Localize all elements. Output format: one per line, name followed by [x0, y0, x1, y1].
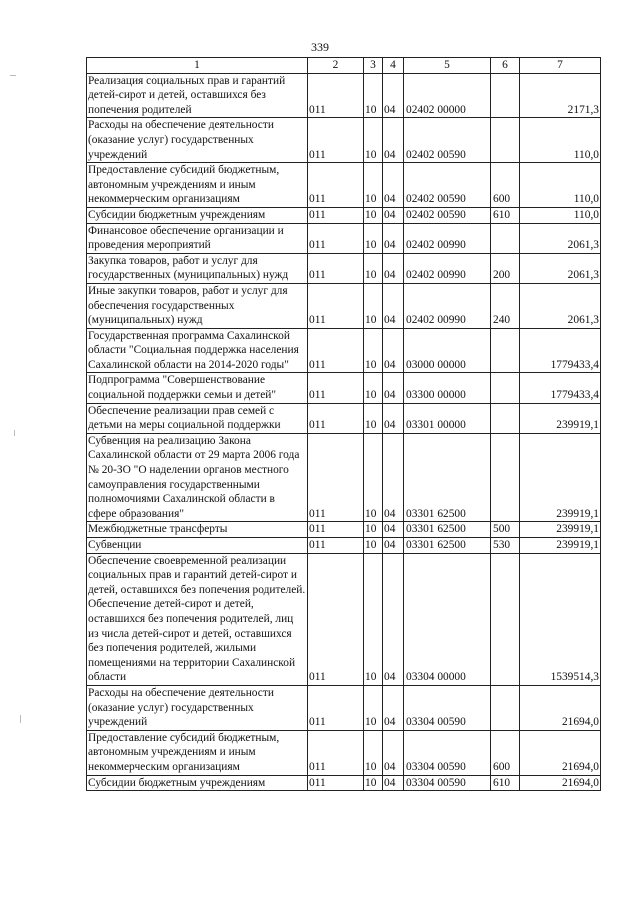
row-c5-cell: 02402 00990	[404, 283, 491, 328]
row-c5-cell: 03301 62500	[404, 522, 491, 538]
table-row	[87, 538, 601, 554]
column-header: 3	[364, 58, 383, 74]
row-c5-cell: 03300 00000	[404, 373, 491, 403]
row-c7-cell: 110,0	[520, 118, 601, 163]
row-name-cell: Межбюджетные трансферты	[87, 522, 308, 538]
header-row	[87, 58, 601, 74]
table-row	[87, 775, 601, 791]
row-c7-cell: 1779433,4	[520, 373, 601, 403]
row-c7-cell: 1779433,4	[520, 328, 601, 373]
row-name-cell: Иные закупки товаров, работ и услуг для обеспечения государственных (муниципальных) нужд	[87, 283, 308, 328]
column-header: 5	[404, 58, 491, 74]
table-row	[87, 328, 601, 373]
row-c5-cell: 03304 00590	[404, 685, 491, 730]
row-c2-cell: 011	[308, 775, 364, 791]
row-c6-cell	[491, 373, 520, 403]
row-c6-cell: 200	[491, 253, 520, 283]
row-c3-cell: 10	[364, 373, 383, 403]
row-name-cell: Расходы на обеспечение деятельности (оказание услуг) государственных учреждений	[87, 118, 308, 163]
row-c6-cell: 600	[491, 163, 520, 208]
row-c3-cell: 10	[364, 433, 383, 522]
scan-mark	[14, 430, 15, 436]
scan-mark	[20, 715, 21, 723]
row-c4-cell: 04	[383, 553, 404, 685]
row-c7-cell: 1539514,3	[520, 553, 601, 685]
row-c3-cell: 10	[364, 207, 383, 223]
row-c2-cell: 011	[308, 253, 364, 283]
row-c4-cell: 04	[383, 373, 404, 403]
table-row	[87, 118, 601, 163]
row-c5-cell: 02402 00590	[404, 118, 491, 163]
row-c6-cell	[491, 73, 520, 118]
row-c5-cell: 02402 00000	[404, 73, 491, 118]
table-row	[87, 373, 601, 403]
row-c2-cell: 011	[308, 433, 364, 522]
page-number: 339	[311, 40, 329, 54]
row-c6-cell: 530	[491, 538, 520, 554]
row-c4-cell: 04	[383, 522, 404, 538]
row-c2-cell: 011	[308, 373, 364, 403]
row-c5-cell: 02402 00590	[404, 163, 491, 208]
row-c7-cell: 21694,0	[520, 730, 601, 775]
table-row	[87, 403, 601, 433]
row-c4-cell: 04	[383, 328, 404, 373]
budget-table	[86, 57, 601, 791]
table-row	[87, 522, 601, 538]
column-header: 4	[383, 58, 404, 74]
row-c5-cell: 03301 62500	[404, 433, 491, 522]
row-c6-cell: 600	[491, 730, 520, 775]
row-name-cell: Предоставление субсидий бюджетным, автономным учреждениям и иным некоммерческим организациям	[87, 730, 308, 775]
row-c5-cell: 03304 00000	[404, 553, 491, 685]
row-c3-cell: 10	[364, 73, 383, 118]
row-c7-cell: 239919,1	[520, 433, 601, 522]
row-c3-cell: 10	[364, 538, 383, 554]
row-c7-cell: 2171,3	[520, 73, 601, 118]
row-c3-cell: 10	[364, 403, 383, 433]
row-c4-cell: 04	[383, 775, 404, 791]
row-c2-cell: 011	[308, 207, 364, 223]
row-c2-cell: 011	[308, 403, 364, 433]
table-row	[87, 163, 601, 208]
row-c4-cell: 04	[383, 118, 404, 163]
row-c2-cell: 011	[308, 223, 364, 253]
row-name-cell: Государственная программа Сахалинской области "Социальная поддержка населения Сахалинской области на 2014-2020 годы"	[87, 328, 308, 373]
column-header: 6	[491, 58, 520, 74]
row-c4-cell: 04	[383, 538, 404, 554]
row-c5-cell: 03301 00000	[404, 403, 491, 433]
row-c4-cell: 04	[383, 73, 404, 118]
row-c5-cell: 03304 00590	[404, 775, 491, 791]
row-c6-cell	[491, 403, 520, 433]
row-c7-cell: 110,0	[520, 163, 601, 208]
row-c5-cell: 02402 00990	[404, 223, 491, 253]
row-c3-cell: 10	[364, 685, 383, 730]
table-row	[87, 223, 601, 253]
row-c7-cell: 239919,1	[520, 522, 601, 538]
row-c4-cell: 04	[383, 253, 404, 283]
row-c6-cell: 610	[491, 775, 520, 791]
row-c5-cell: 02402 00590	[404, 207, 491, 223]
row-c3-cell: 10	[364, 328, 383, 373]
row-c7-cell: 239919,1	[520, 538, 601, 554]
table-row	[87, 73, 601, 118]
table-row	[87, 433, 601, 522]
row-name-cell: Обеспечение своевременной реализации социальных прав и гарантий детей-сирот и детей, оставшихся без попечения родителей. Обеспечение детей-сирот и детей, оставшихся без попечения родителей, лиц из числа детей-сирот и детей, оставшихся без попечения родителей, жилыми помещениями на территории Сахалинской области	[87, 553, 308, 685]
row-c5-cell: 03304 00590	[404, 730, 491, 775]
row-c4-cell: 04	[383, 403, 404, 433]
row-c3-cell: 10	[364, 730, 383, 775]
table-row	[87, 207, 601, 223]
row-c2-cell: 011	[308, 118, 364, 163]
row-c6-cell: 240	[491, 283, 520, 328]
row-name-cell: Расходы на обеспечение деятельности (оказание услуг) государственных учреждений	[87, 685, 308, 730]
row-c2-cell: 011	[308, 73, 364, 118]
column-header: 1	[87, 58, 308, 74]
row-c3-cell: 10	[364, 283, 383, 328]
row-c7-cell: 239919,1	[520, 403, 601, 433]
row-c4-cell: 04	[383, 207, 404, 223]
row-c6-cell	[491, 433, 520, 522]
row-c6-cell: 610	[491, 207, 520, 223]
row-c2-cell: 011	[308, 522, 364, 538]
row-c7-cell: 2061,3	[520, 283, 601, 328]
row-c7-cell: 110,0	[520, 207, 601, 223]
column-header: 7	[520, 58, 601, 74]
row-c4-cell: 04	[383, 730, 404, 775]
row-c7-cell: 2061,3	[520, 253, 601, 283]
row-c5-cell: 02402 00990	[404, 253, 491, 283]
row-c2-cell: 011	[308, 163, 364, 208]
row-name-cell: Подпрограмма "Совершенствование социальной поддержки семьи и детей"	[87, 373, 308, 403]
row-c3-cell: 10	[364, 253, 383, 283]
row-c6-cell	[491, 553, 520, 685]
row-name-cell: Субсидии бюджетным учреждениям	[87, 775, 308, 791]
row-c3-cell: 10	[364, 775, 383, 791]
row-c6-cell	[491, 118, 520, 163]
row-c6-cell	[491, 223, 520, 253]
column-header: 2	[308, 58, 364, 74]
row-c2-cell: 011	[308, 328, 364, 373]
row-name-cell: Субвенция на реализацию Закона Сахалинской области от 29 марта 2006 года № 20-ЗО "О наделении органов местного самоуправления государственными полномочиями Сахалинской области в сфере образования"	[87, 433, 308, 522]
table-row	[87, 685, 601, 730]
row-c2-cell: 011	[308, 685, 364, 730]
row-c2-cell: 011	[308, 538, 364, 554]
row-name-cell: Закупка товаров, работ и услуг для государственных (муниципальных) нужд	[87, 253, 308, 283]
row-c5-cell: 03301 62500	[404, 538, 491, 554]
row-c4-cell: 04	[383, 283, 404, 328]
scan-mark	[10, 75, 16, 76]
row-c7-cell: 2061,3	[520, 223, 601, 253]
row-c6-cell: 500	[491, 522, 520, 538]
row-c3-cell: 10	[364, 522, 383, 538]
row-c6-cell	[491, 685, 520, 730]
row-c6-cell	[491, 328, 520, 373]
row-name-cell: Субвенции	[87, 538, 308, 554]
row-c3-cell: 10	[364, 553, 383, 685]
row-name-cell: Субсидии бюджетным учреждениям	[87, 207, 308, 223]
row-name-cell: Обеспечение реализации прав семей с детьми на меры социальной поддержки	[87, 403, 308, 433]
row-name-cell: Финансовое обеспечение организации и проведения мероприятий	[87, 223, 308, 253]
row-c7-cell: 21694,0	[520, 775, 601, 791]
row-c4-cell: 04	[383, 223, 404, 253]
row-name-cell: Реализация социальных прав и гарантий детей-сирот и детей, оставшихся без попечения родителей	[87, 73, 308, 118]
table-row	[87, 253, 601, 283]
row-c2-cell: 011	[308, 553, 364, 685]
table-row	[87, 553, 601, 685]
row-c3-cell: 10	[364, 163, 383, 208]
row-c4-cell: 04	[383, 163, 404, 208]
row-c2-cell: 011	[308, 283, 364, 328]
row-c4-cell: 04	[383, 433, 404, 522]
row-c7-cell: 21694,0	[520, 685, 601, 730]
row-c3-cell: 10	[364, 118, 383, 163]
row-c3-cell: 10	[364, 223, 383, 253]
row-c4-cell: 04	[383, 685, 404, 730]
row-name-cell: Предоставление субсидий бюджетным, автономным учреждениям и иным некоммерческим организациям	[87, 163, 308, 208]
row-c5-cell: 03000 00000	[404, 328, 491, 373]
row-c2-cell: 011	[308, 730, 364, 775]
table-row	[87, 730, 601, 775]
table-row	[87, 283, 601, 328]
